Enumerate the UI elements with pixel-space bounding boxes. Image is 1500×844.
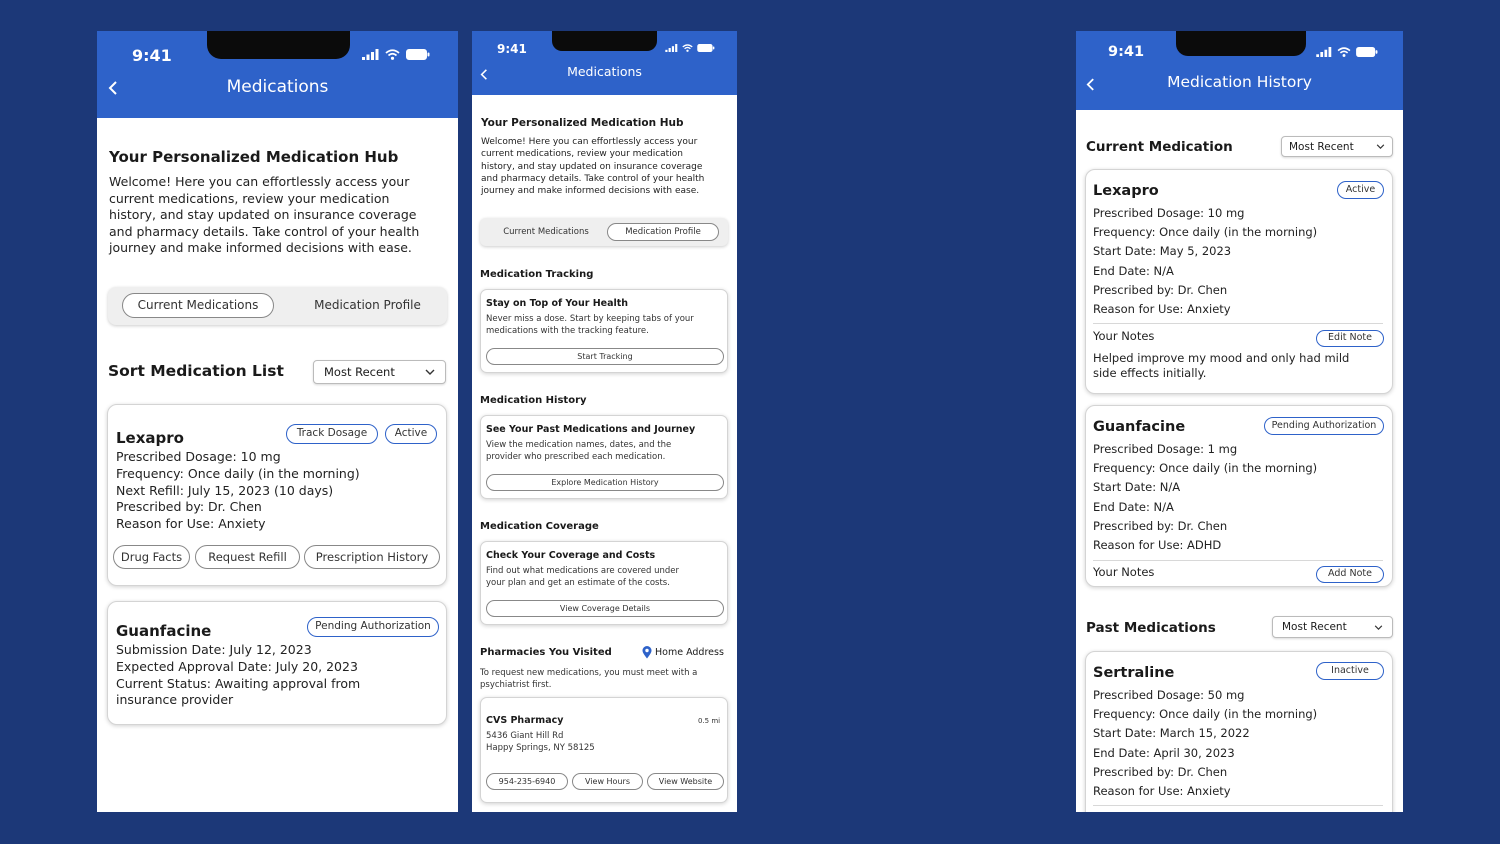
section-heading-coverage: Medication Coverage [480, 521, 599, 532]
medications-profile-screen [472, 31, 737, 812]
tab-current-medications[interactable]: Current Medications [122, 293, 274, 318]
page-title: Medication History [1167, 73, 1312, 91]
status-badge: Pending Authorization [1264, 417, 1384, 435]
pharmacy-name: CVS Pharmacy [486, 715, 564, 726]
hub-description: Welcome! Here you can effortlessly access your current medications, review your medication history, and stay updated on insurance coverage and pharmacy details. Take control of your health journey and make informed decisions with ease. [109, 174, 420, 256]
notes-divider [1093, 805, 1383, 806]
status-icons [362, 49, 430, 60]
view-website-button[interactable]: View Website [647, 773, 724, 790]
med-name: Sertraline [1093, 665, 1175, 681]
edit-note-button[interactable]: Edit Note [1316, 330, 1384, 347]
status-badge: Active [385, 424, 437, 444]
nav-header [472, 31, 737, 95]
sertraline-history-card [1085, 651, 1393, 812]
tab-switcher [108, 287, 447, 325]
chevron-down-icon [425, 369, 435, 375]
chevron-down-icon [1376, 144, 1385, 149]
view-hours-button[interactable]: View Hours [572, 773, 643, 790]
current-sort-dropdown[interactable]: Most Recent [1281, 136, 1393, 157]
signal-icon [1316, 47, 1332, 57]
chevron-down-icon [1374, 625, 1383, 630]
hub-title: Your Personalized Medication Hub [109, 148, 399, 166]
med-name: Guanfacine [116, 622, 212, 640]
device-notch [207, 31, 350, 59]
current-medication-heading: Current Medication [1086, 139, 1233, 155]
med-name: Guanfacine [1093, 419, 1186, 435]
status-time: 9:41 [1108, 44, 1145, 60]
card-description: View the medication names, dates, and the provider who prescribed each medication. [486, 440, 672, 462]
card-title: Stay on Top of Your Health [486, 298, 629, 309]
wifi-icon [385, 49, 400, 60]
hub-title: Your Personalized Medication Hub [481, 117, 684, 129]
location-selector[interactable]: Home Address [642, 646, 724, 659]
wifi-icon [682, 44, 693, 52]
med-details: Prescribed Dosage: 10 mg Frequency: Once daily (in the morning) Next Refill: July 15, 2023 (10 days) Prescribed by: Dr. Chen Reason for Use: Anxiety [116, 449, 360, 532]
pharmacy-distance: 0.5 mi [698, 717, 721, 725]
card-description: Find out what medications are covered under your plan and get an estimate of the costs. [486, 566, 679, 588]
sort-dropdown[interactable]: Most Recent [313, 360, 446, 384]
request-refill-button[interactable]: Request Refill [195, 545, 300, 569]
history-card [480, 415, 728, 499]
tab-medication-profile[interactable]: Medication Profile [314, 298, 421, 312]
signal-icon [665, 44, 678, 52]
hub-description: Welcome! Here you can effortlessly access your current medications, review your medication history, and stay updated on insurance coverage and pharmacy details. Take control of your health journey and make informed decisions with ease. [481, 137, 705, 197]
status-time: 9:41 [497, 42, 527, 56]
card-title: Check Your Coverage and Costs [486, 550, 656, 561]
view-coverage-button[interactable]: View Coverage Details [486, 600, 724, 617]
drug-facts-button[interactable]: Drug Facts [113, 545, 190, 569]
status-icons [665, 44, 715, 52]
med-name: Lexapro [116, 429, 184, 447]
status-badge: Pending Authorization [307, 617, 439, 637]
guanfacine-history-card [1085, 405, 1393, 587]
prescription-history-button[interactable]: Prescription History [304, 545, 440, 569]
battery-icon [406, 49, 430, 60]
nav-header [1076, 31, 1403, 110]
status-badge: Active [1337, 181, 1384, 199]
tab-current-medications[interactable]: Current Medications [503, 227, 589, 237]
med-details: Prescribed Dosage: 1 mg Frequency: Once daily (in the morning) Start Date: N/A End Date: N/A Prescribed by: Dr. Chen Reason for Use: ADHD [1093, 442, 1318, 553]
status-time: 9:41 [132, 46, 172, 65]
page-title: Medications [567, 64, 642, 79]
nav-header [97, 31, 458, 118]
notes-label: Your Notes [1093, 565, 1155, 579]
med-details: Submission Date: July 12, 2023 Expected Approval Date: July 20, 2023 Current Status: Awaiting approval from insurance provider [116, 642, 361, 708]
lexapro-card [107, 404, 447, 586]
status-icons [1316, 47, 1378, 57]
tracking-card [480, 289, 728, 373]
location-pin-icon [642, 646, 652, 659]
wifi-icon [1337, 47, 1351, 57]
guanfacine-card [107, 601, 447, 725]
past-medications-heading: Past Medications [1086, 620, 1216, 636]
explore-history-button[interactable]: Explore Medication History [486, 474, 724, 491]
track-dosage-button[interactable]: Track Dosage [286, 424, 378, 444]
pharmacy-card [480, 697, 728, 803]
card-description: Never miss a dose. Start by keeping tabs of your medications with the tracking feature. [486, 314, 694, 336]
medications-screen [97, 31, 458, 812]
battery-icon [1356, 47, 1378, 57]
med-name: Lexapro [1093, 183, 1159, 199]
coverage-card [480, 541, 728, 625]
pharmacies-note: To request new medications, you must meet with a psychiatrist first. [480, 668, 698, 690]
card-title: See Your Past Medications and Journey [486, 424, 696, 435]
sort-heading: Sort Medication List [108, 362, 284, 380]
notes-text: Helped improve my mood and only had mild side effects initially. [1093, 351, 1350, 380]
med-details: Prescribed Dosage: 10 mg Frequency: Once daily (in the morning) Start Date: May 5, 2023 End Date: N/A Prescribed by: Dr. Chen Reason for Use: Anxiety [1093, 206, 1318, 317]
notes-label: Your Notes [1093, 329, 1155, 343]
page-title: Medications [226, 77, 329, 97]
device-notch [552, 31, 657, 51]
lexapro-history-card [1085, 169, 1393, 394]
notes-divider [1093, 323, 1383, 324]
device-notch [1176, 31, 1306, 56]
tab-switcher [480, 218, 728, 246]
section-heading-tracking: Medication Tracking [480, 269, 594, 280]
signal-icon [362, 49, 379, 60]
pharmacy-phone-button[interactable]: 954-235-6940 [486, 773, 568, 790]
status-badge: Inactive [1316, 662, 1384, 680]
pharmacies-heading: Pharmacies You Visited [480, 647, 612, 658]
tab-medication-profile[interactable]: Medication Profile [607, 223, 719, 241]
medication-history-screen [1076, 31, 1403, 812]
notes-divider [1093, 560, 1383, 561]
start-tracking-button[interactable]: Start Tracking [486, 348, 724, 365]
pharmacy-address: 5436 Giant Hill Rd Happy Springs, NY 58125 [486, 731, 595, 753]
add-note-button[interactable]: Add Note [1316, 566, 1384, 583]
past-sort-dropdown[interactable]: Most Recent [1272, 616, 1393, 638]
med-details: Prescribed Dosage: 50 mg Frequency: Once daily (in the morning) Start Date: March 15, 2022 End Date: April 30, 2023 Prescribed by: Dr. Chen Reason for Use: Anxiety [1093, 688, 1318, 799]
section-heading-history: Medication History [480, 395, 587, 406]
battery-icon [697, 44, 715, 52]
